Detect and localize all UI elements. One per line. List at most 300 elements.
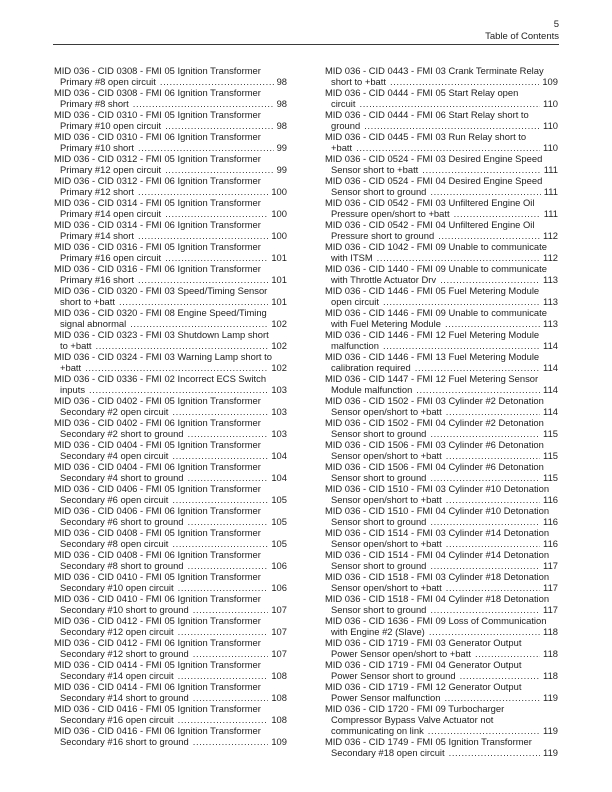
toc-entry-text-line: MID 036 - CID 0410 - FMI 06 Ignition Transformer [54,593,261,604]
toc-entry-page-number: 108 [271,714,287,725]
toc-column-right [325,65,558,758]
dot-leader [429,626,540,637]
toc-entry-text-line: MID 036 - CID 0412 - FMI 06 Ignition Transformer [54,637,261,648]
toc-entry-text: Power Sensor malfunction [331,692,441,703]
toc-entry-page-number: 100 [271,186,287,197]
toc-entry [325,637,558,659]
toc-entry-text: malfunction [331,340,379,351]
toc-entry-text-line: MID 036 - CID 1518 - FMI 04 Cylinder #18 Detonation [325,593,550,604]
toc-entry-text: Secondary #10 short to ground [60,604,189,615]
toc-entry-text-line: MID 036 - CID 0410 - FMI 05 Ignition Transformer [54,571,261,582]
toc-entry-text-line: MID 036 - CID 1506 - FMI 03 Cylinder #6 Detonation [325,439,544,450]
toc-entry-page-number: 100 [271,230,287,241]
toc-entry [54,439,287,461]
toc-entry-text: Secondary #6 open circuit [60,494,169,505]
toc-entry-last-line [54,98,287,109]
toc-entry [325,659,558,681]
toc-entry-text-line: MID 036 - CID 1447 - FMI 12 Fuel Metering Sensor [325,373,539,384]
toc-entry-page-number: 99 [276,164,287,175]
toc-entry-last-line [54,450,287,461]
toc-entry-page-number: 103 [271,428,287,439]
toc-entry-text: Secondary #12 open circuit [60,626,174,637]
dot-leader [138,274,268,285]
dot-leader [377,252,540,263]
toc-entry-text: Pressure open/short to +batt [331,208,450,219]
dot-leader [428,725,540,736]
toc-entry [54,615,287,637]
toc-entry-text-line: MID 036 - CID 1440 - FMI 09 Unable to communicate [325,263,547,274]
toc-entry-text-line: MID 036 - CID 0314 - FMI 06 Ignition Transformer [54,219,261,230]
toc-entry [54,571,287,593]
toc-entry-last-line [325,142,558,153]
dot-leader [96,340,269,351]
toc-entry-text-line: MID 036 - CID 0320 - FMI 03 Speed/Timing Sensor [54,285,268,296]
toc-entry-last-line [54,494,287,505]
dot-leader [85,362,268,373]
dot-leader [172,450,268,461]
toc-entry-page-number: 98 [276,98,287,109]
toc-entry-text: communicating on link [331,725,424,736]
toc-entry-text: Secondary #14 open circuit [60,670,174,681]
toc-entry-text: Primary #14 open circuit [60,208,162,219]
dot-leader [430,604,540,615]
toc-entry [54,373,287,395]
toc-entry-page-number: 105 [271,494,287,505]
toc-entry-text: calibration required [331,362,411,373]
toc-entry-text-line: MID 036 - CID 0524 - FMI 03 Desired Engine Speed [325,153,543,164]
dot-leader [356,142,540,153]
toc-entry [325,615,558,637]
toc-entry-text-line: MID 036 - CID 0308 - FMI 05 Ignition Transformer [54,65,261,76]
toc-entry [54,87,287,109]
toc-entry-text-line: Compressor Bypass Valve Actuator not [331,714,494,725]
toc-entry [325,417,558,439]
toc-entry [325,109,558,131]
toc-entry-page-number: 117 [543,560,558,571]
toc-entry-text-line: MID 036 - CID 1636 - FMI 09 Loss of Communication [325,615,547,626]
toc-entry-text-line: MID 036 - CID 1446 - FMI 05 Fuel Metering Module [325,285,540,296]
toc-entry-page-number: 105 [271,538,287,549]
toc-entry-text: Primary #10 open circuit [60,120,162,131]
toc-entry [54,593,287,615]
dot-leader [165,120,273,131]
dot-leader [188,516,269,527]
toc-entry-text: to +batt [60,340,92,351]
toc-entry [54,703,287,725]
toc-entry-text: Primary #16 short [60,274,134,285]
toc-entry [54,637,287,659]
toc-entry-page-number: 100 [271,208,287,219]
toc-entry-text: Secondary #2 open circuit [60,406,169,417]
dot-leader [454,208,541,219]
toc-entry-text-line: MID 036 - CID 0445 - FMI 03 Run Relay short to [325,131,527,142]
toc-entry-page-number: 118 [543,670,558,681]
toc-entry-text-line: MID 036 - CID 0316 - FMI 06 Ignition Transformer [54,263,261,274]
toc-entry-page-number: 115 [543,428,558,439]
toc-entry-last-line [325,648,558,659]
toc-entry [54,329,287,351]
toc-entry-text-line: MID 036 - CID 0416 - FMI 05 Ignition Transformer [54,703,261,714]
page-header [53,19,559,45]
dot-leader [444,692,540,703]
toc-entry-text: with Fuel Metering Module [331,318,441,329]
toc-entry-last-line [325,747,558,758]
toc-entry-text-line: MID 036 - CID 0524 - FMI 04 Desired Engine Speed [325,175,543,186]
dot-leader [193,692,269,703]
dot-leader [364,120,540,131]
toc-entry-text: Power Sensor open/short to +batt [331,648,471,659]
dot-leader [172,538,268,549]
toc-entry-last-line [325,164,558,175]
toc-entry-page-number: 116 [543,516,558,527]
toc-entry-text-line: MID 036 - CID 0406 - FMI 05 Ignition Transformer [54,483,261,494]
toc-entry-text-line: MID 036 - CID 1446 - FMI 09 Unable to communicate [325,307,547,318]
toc-entry-last-line [325,186,558,197]
toc-entry [325,153,558,175]
toc-entry-text: open circuit [331,296,379,307]
toc-entry [54,197,287,219]
toc-entry-last-line [54,538,287,549]
toc-entry [54,725,287,747]
toc-entry-text-line: MID 036 - CID 0408 - FMI 06 Ignition Transformer [54,549,261,560]
toc-entry-page-number: 119 [543,725,558,736]
dot-leader [446,494,540,505]
dot-leader [438,230,540,241]
dot-leader [130,318,268,329]
dot-leader [172,406,268,417]
dot-leader [460,670,540,681]
toc-entry-page-number: 104 [271,472,287,483]
toc-entry-last-line [54,230,287,241]
toc-entry-page-number: 116 [543,494,558,505]
toc-entry-text-line: MID 036 - CID 0312 - FMI 06 Ignition Transformer [54,175,261,186]
toc-entry-text: short to +batt [331,76,386,87]
toc-entry-last-line [54,626,287,637]
dot-leader [383,340,540,351]
toc-entry-last-line [325,252,558,263]
toc-entry-page-number: 111 [543,186,558,197]
dot-leader [178,670,269,681]
toc-entry-text: ground [331,120,361,131]
toc-entry-text: Sensor open/short to +batt [331,538,442,549]
toc-entry [54,659,287,681]
toc-entry-page-number: 102 [271,340,287,351]
toc-entry-text: Secondary #6 short to ground [60,516,184,527]
toc-entry-last-line [54,362,287,373]
toc-entry-text: Primary #8 short [60,98,129,109]
toc-entry-text: with Engine #2 (Slave) [331,626,425,637]
toc-entry-page-number: 114 [543,406,558,417]
toc-entry-text: Secondary #18 open circuit [331,747,445,758]
dot-leader [430,428,540,439]
toc-entry-last-line [325,604,558,615]
toc-entry-page-number: 112 [543,230,558,241]
toc-entry-text: Sensor open/short to +batt [331,494,442,505]
toc-entry-text-line: MID 036 - CID 0316 - FMI 05 Ignition Transformer [54,241,261,252]
toc-entry [54,263,287,285]
toc-entry-text-line: MID 036 - CID 0310 - FMI 06 Ignition Transformer [54,131,261,142]
toc-entry [325,461,558,483]
toc-entry [325,681,558,703]
toc-entry-page-number: 98 [276,76,287,87]
toc-entry-last-line [54,472,287,483]
toc-entry-page-number: 111 [543,208,558,219]
dot-leader [430,516,540,527]
toc-entry-text: Secondary #2 short to ground [60,428,184,439]
toc-entry-text: +batt [60,362,82,373]
toc-entry-page-number: 119 [543,692,558,703]
dot-leader [138,142,274,153]
toc-entry-last-line [54,340,287,351]
dot-leader [193,604,269,615]
toc-entry [54,285,287,307]
dot-leader [133,98,274,109]
toc-entry-page-number: 102 [271,318,287,329]
dot-leader [188,428,269,439]
toc-entry-text-line: MID 036 - CID 0314 - FMI 05 Ignition Transformer [54,197,261,208]
toc-entry-last-line [325,318,558,329]
toc-entry-last-line [325,406,558,417]
toc-entry [325,219,558,241]
toc-entry [325,505,558,527]
toc-entry-page-number: 113 [543,274,558,285]
toc-entry-text-line: MID 036 - CID 1514 - FMI 03 Cylinder #14 Detonation [325,527,550,538]
toc-entry [325,571,558,593]
toc-entry-last-line [325,725,558,736]
toc-entry-page-number: 119 [543,747,558,758]
toc-entry-last-line [325,450,558,461]
toc-entry-text-line: MID 036 - CID 0414 - FMI 05 Ignition Transformer [54,659,261,670]
toc-entry-page-number: 111 [543,164,558,175]
toc-entry-last-line [325,670,558,681]
toc-entry-page-number: 107 [271,604,287,615]
toc-entry-text: Sensor open/short to +batt [331,406,442,417]
dot-leader [475,648,540,659]
toc-entry-last-line [54,384,287,395]
dot-leader [165,252,268,263]
toc-entry-text-line: MID 036 - CID 1446 - FMI 13 Fuel Metering Module [325,351,540,362]
toc-entry-text-line: MID 036 - CID 0402 - FMI 05 Ignition Transformer [54,395,261,406]
toc-entry-page-number: 114 [543,362,558,373]
toc-entry-text-line: MID 036 - CID 0444 - FMI 05 Start Relay open [325,87,519,98]
toc-entry-text-line: MID 036 - CID 1518 - FMI 03 Cylinder #18 Detonation [325,571,550,582]
toc-entry-text: Primary #10 short [60,142,134,153]
page-number: 5 [553,19,559,30]
toc-entry-last-line [54,670,287,681]
toc-entry-text: Secondary #10 open circuit [60,582,174,593]
toc-entry [325,241,558,263]
toc-entry-text: Primary #16 open circuit [60,252,162,263]
toc-entry-last-line [325,340,558,351]
toc-entry-page-number: 101 [271,252,287,263]
toc-entry-page-number: 113 [543,296,558,307]
toc-entry-page-number: 104 [271,450,287,461]
toc-entry-page-number: 101 [271,296,287,307]
toc-entry [325,65,558,87]
toc-entry-text: Secondary #8 short to ground [60,560,184,571]
toc-entry [54,549,287,571]
toc-entry-page-number: 102 [271,362,287,373]
dot-leader [445,318,540,329]
toc-entry-last-line [325,98,558,109]
toc-entry-page-number: 116 [543,538,558,549]
toc-entry-last-line [325,516,558,527]
toc-entry-last-line [325,428,558,439]
dot-leader [178,714,269,725]
toc-entry-last-line [54,604,287,615]
toc-entry-text-line: MID 036 - CID 0416 - FMI 06 Ignition Transformer [54,725,261,736]
toc-entry-last-line [54,692,287,703]
toc-entry-text-line: MID 036 - CID 1719 - FMI 12 Generator Output [325,681,522,692]
toc-entry-last-line [325,362,558,373]
toc-entry-page-number: 110 [543,98,558,109]
toc-entry-page-number: 99 [276,142,287,153]
toc-entry [54,505,287,527]
toc-entry-text: circuit [331,98,356,109]
toc-entry-last-line [54,318,287,329]
toc-entry-last-line [54,76,287,87]
toc-entry-text-line: MID 036 - CID 0320 - FMI 08 Engine Speed/Timing [54,307,267,318]
toc-entry-text-line: MID 036 - CID 0443 - FMI 03 Crank Terminate Relay [325,65,544,76]
toc-entry-text: Pressure short to ground [331,230,435,241]
toc-entry-text: with ITSM [331,252,373,263]
toc-entry-last-line [325,560,558,571]
toc-entry-text-line: MID 036 - CID 1506 - FMI 04 Cylinder #6 Detonation [325,461,544,472]
toc-entry [54,241,287,263]
toc-entry-text-line: MID 036 - CID 1720 - FMI 09 Turbocharger [325,703,505,714]
toc-entry-page-number: 114 [543,340,558,351]
toc-entry-page-number: 118 [543,648,558,659]
toc-entry-last-line [325,296,558,307]
toc-entry-text: Sensor short to ground [331,186,427,197]
dot-leader [440,274,540,285]
dot-leader [160,76,274,87]
dot-leader [172,494,268,505]
toc-entry-text: Sensor short to +batt [331,164,419,175]
toc-entry-text-line: MID 036 - CID 0308 - FMI 06 Ignition Transformer [54,87,261,98]
toc-entry-text: Secondary #14 short to ground [60,692,189,703]
toc-entry-text: Secondary #16 short to ground [60,736,189,747]
toc-entry [325,483,558,505]
toc-entry-page-number: 118 [543,626,558,637]
toc-entry [325,197,558,219]
toc-entry [325,307,558,329]
dot-leader [138,230,268,241]
toc-entry [54,219,287,241]
toc-entry-last-line [325,120,558,131]
toc-entry-page-number: 105 [271,516,287,527]
toc-entry-last-line [54,120,287,131]
toc-entry-text: Primary #14 short [60,230,134,241]
toc-entry-page-number: 109 [542,76,558,87]
dot-leader [165,208,268,219]
toc-entry [325,395,558,417]
toc-entry-text-line: MID 036 - CID 1502 - FMI 03 Cylinder #2 Detonation [325,395,544,406]
toc-entry [325,527,558,549]
toc-columns [54,65,558,758]
toc-entry-text-line: MID 036 - CID 0404 - FMI 06 Ignition Transformer [54,461,261,472]
toc-entry [54,109,287,131]
toc-entry-page-number: 114 [543,384,558,395]
toc-column-left [54,65,287,758]
toc-entry-page-number: 103 [271,406,287,417]
toc-entry [54,527,287,549]
dot-leader [446,406,540,417]
toc-entry-text-line: MID 036 - CID 1749 - FMI 05 Ignition Transformer [325,736,532,747]
toc-entry [54,131,287,153]
toc-entry-text-line: MID 036 - CID 0402 - FMI 06 Ignition Transformer [54,417,261,428]
toc-entry-page-number: 115 [543,472,558,483]
toc-entry-last-line [54,582,287,593]
toc-entry [54,483,287,505]
toc-entry-last-line [54,406,287,417]
toc-entry [325,263,558,285]
dot-leader [138,186,268,197]
toc-entry-page-number: 101 [271,274,287,285]
dot-leader [383,296,540,307]
toc-entry-text: Sensor short to ground [331,604,427,615]
dot-leader [430,186,540,197]
dot-leader [430,560,540,571]
dot-leader [446,582,540,593]
toc-entry [54,65,287,87]
toc-entry [54,681,287,703]
toc-entry-text-line: MID 036 - CID 0324 - FMI 03 Warning Lamp short to [54,351,272,362]
toc-entry-text: Secondary #12 short to ground [60,648,189,659]
toc-entry-last-line [325,494,558,505]
toc-entry-last-line [54,142,287,153]
toc-entry-text: inputs [60,384,86,395]
toc-entry [325,87,558,109]
toc-entry-text-line: MID 036 - CID 1502 - FMI 04 Cylinder #2 Detonation [325,417,544,428]
toc-entry-text-line: MID 036 - CID 1510 - FMI 03 Cylinder #10 Detonation [325,483,550,494]
toc-entry-page-number: 109 [271,736,287,747]
toc-entry [54,351,287,373]
toc-entry-text-line: MID 036 - CID 1514 - FMI 04 Cylinder #14 Detonation [325,549,550,560]
toc-entry-text-line: MID 036 - CID 0414 - FMI 06 Ignition Transformer [54,681,261,692]
toc-entry-text-line: MID 036 - CID 0412 - FMI 05 Ignition Transformer [54,615,261,626]
dot-leader [193,648,269,659]
toc-entry-page-number: 98 [276,120,287,131]
toc-entry-last-line [54,648,287,659]
toc-entry-text-line: MID 036 - CID 0408 - FMI 05 Ignition Transformer [54,527,261,538]
toc-entry [325,703,558,736]
toc-entry-text: Sensor short to ground [331,472,427,483]
dot-leader [422,164,540,175]
toc-entry-text: signal abnormal [60,318,127,329]
toc-entry-last-line [54,560,287,571]
toc-entry-text: Sensor short to ground [331,516,427,527]
toc-entry-last-line [325,274,558,285]
dot-leader [359,98,540,109]
toc-entry-text: Secondary #4 short to ground [60,472,184,483]
toc-entry-page-number: 113 [543,318,558,329]
toc-entry-text-line: MID 036 - CID 1510 - FMI 04 Cylinder #10 Detonation [325,505,550,516]
dot-leader [446,538,540,549]
dot-leader [89,384,268,395]
toc-entry-text: Sensor open/short to +batt [331,450,442,461]
toc-entry-text: Secondary #4 open circuit [60,450,169,461]
toc-entry-page-number: 115 [543,450,558,461]
toc-entry-last-line [54,516,287,527]
dot-leader [390,76,539,87]
toc-entry-text: with Throttle Actuator Drv [331,274,437,285]
toc-entry-last-line [325,76,558,87]
toc-entry-page-number: 108 [271,692,287,703]
toc-entry-text: Sensor short to ground [331,560,427,571]
toc-entry-text: Secondary #16 open circuit [60,714,174,725]
dot-leader [446,450,540,461]
